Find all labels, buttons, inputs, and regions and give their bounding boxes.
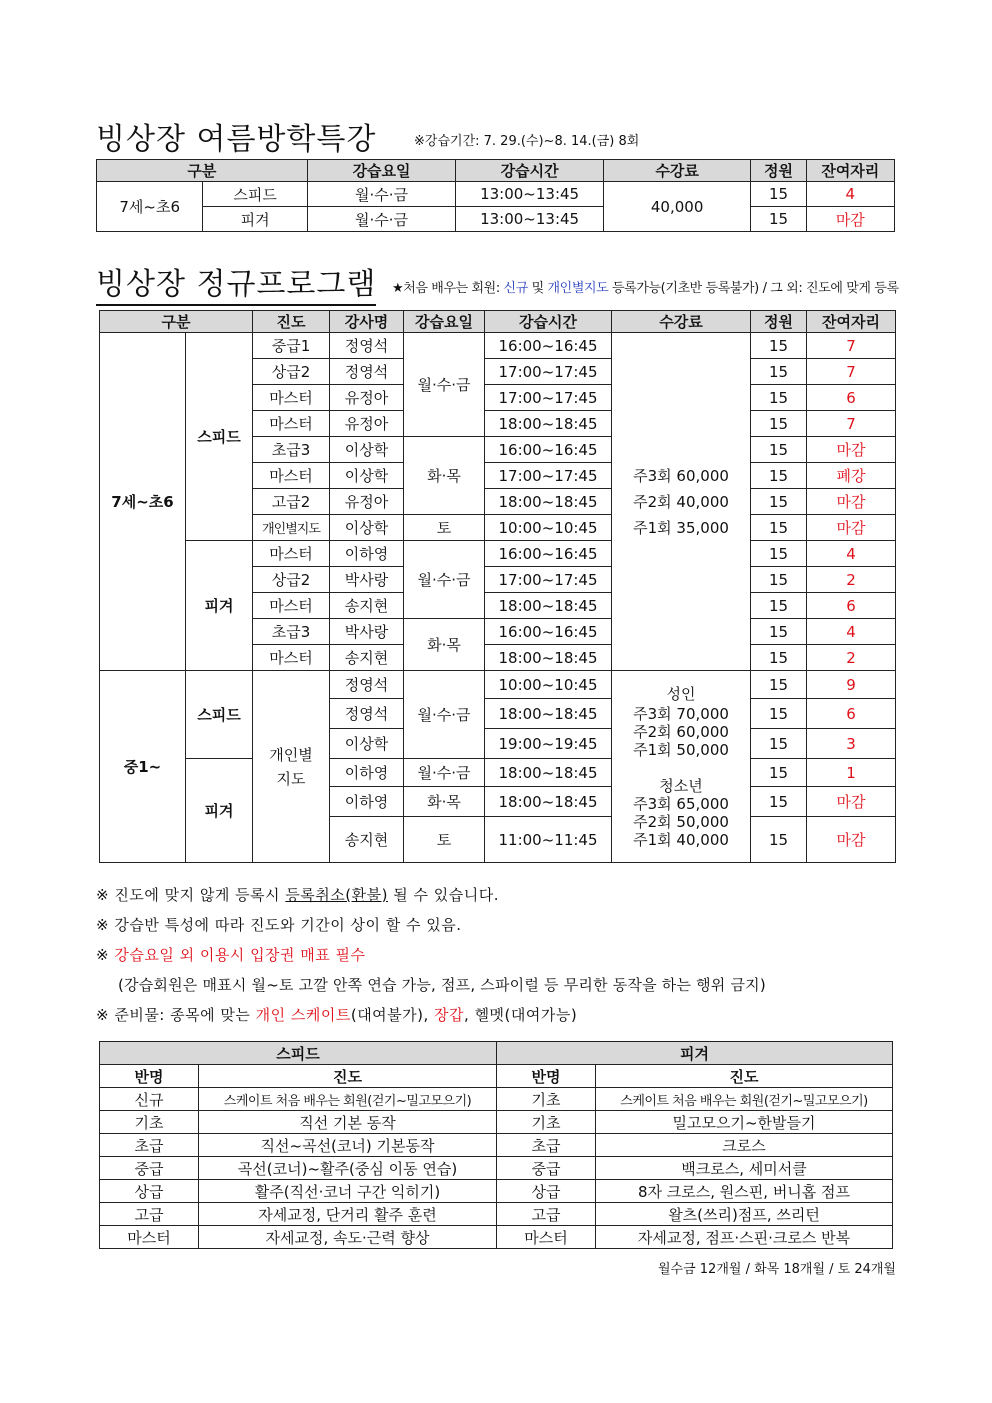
remaining-cell: 6 — [807, 593, 896, 619]
capacity-cell: 15 — [751, 593, 807, 619]
col-capacity: 정원 — [751, 311, 807, 333]
time-cell: 13:00~13:45 — [456, 182, 604, 207]
col-progress: 진도 — [199, 1065, 497, 1088]
days-cell: 월·수·금 — [404, 541, 485, 619]
table-row — [100, 1088, 893, 1111]
regular-note: ★처음 배우는 회원: 신규 및 개인별지도 등록가능(기초반 등록불가) / 그 외: 진도에 맞게 등록 — [392, 281, 899, 296]
col-capacity: 정원 — [751, 160, 806, 182]
fee-line: 주3회 70,000 — [633, 704, 729, 723]
instructor-cell: 송지현 — [330, 817, 404, 863]
time-cell: 11:00~11:45 — [485, 817, 612, 863]
level-cell: 상급2 — [253, 359, 330, 385]
summer-table — [96, 159, 895, 232]
level-cell: 고급2 — [253, 489, 330, 515]
remaining-cell: 6 — [807, 699, 896, 729]
col-fee: 수강료 — [603, 160, 751, 182]
remaining-cell: 마감 — [807, 787, 896, 817]
fee-line: 주2회 60,000 — [633, 722, 729, 741]
class-cell: 마스터 — [497, 1226, 596, 1249]
instructor-cell: 정영석 — [330, 699, 404, 729]
remaining-cell: 7 — [807, 359, 896, 385]
time-cell: 13:00~13:45 — [456, 207, 604, 232]
progress-cell: 자세교정, 단거리 활주 훈련 — [199, 1203, 497, 1226]
capacity-cell: 15 — [751, 567, 807, 593]
time-cell: 18:00~18:45 — [485, 759, 612, 787]
personal-line: 지도 — [276, 769, 306, 788]
table-row — [100, 1134, 893, 1157]
speed-header: 스피드 — [100, 1042, 497, 1065]
remaining-cell: 마감 — [806, 207, 894, 232]
instructor-cell: 박사랑 — [330, 619, 404, 645]
days-cell: 월·수·금 — [404, 671, 485, 759]
level-cell: 마스터 — [253, 593, 330, 619]
progress-cell: 자세교정, 속도·근력 향상 — [199, 1226, 497, 1249]
instructor-cell: 송지현 — [330, 645, 404, 671]
class-cell: 기초 — [100, 1111, 199, 1134]
capacity-cell: 15 — [751, 182, 806, 207]
days-cell: 토 — [404, 515, 485, 541]
fee-line: 주2회 40,000 — [633, 492, 729, 511]
table-row — [100, 1203, 893, 1226]
capacity-cell: 15 — [751, 759, 807, 787]
instructor-cell: 유정아 — [330, 411, 404, 437]
fee-cell — [612, 671, 751, 863]
class-cell: 상급 — [100, 1180, 199, 1203]
days-cell: 화·목 — [404, 619, 485, 671]
col-level: 진도 — [253, 311, 330, 333]
col-fee: 수강료 — [612, 311, 751, 333]
remaining-cell: 마감 — [807, 515, 896, 541]
note-2: ※ 강습반 특성에 따라 진도와 기간이 상이 할 수 있음. — [96, 916, 462, 934]
class-cell: 마스터 — [100, 1226, 199, 1249]
remaining-cell: 7 — [807, 411, 896, 437]
level-cell: 초급3 — [253, 619, 330, 645]
instructor-cell: 이상학 — [330, 729, 404, 759]
col-time: 강습시간 — [456, 160, 604, 182]
table-row — [97, 207, 895, 232]
instructor-cell: 정영석 — [330, 671, 404, 699]
remaining-cell: 4 — [806, 182, 894, 207]
instructor-cell: 이하영 — [330, 759, 404, 787]
progress-cell: 밀고모으기~한발들기 — [596, 1111, 893, 1134]
personal-line: 개인별 — [269, 745, 313, 764]
table-row — [100, 1226, 893, 1249]
level-cell: 초급3 — [253, 437, 330, 463]
progress-cell: 곡선(코너)~활주(중심 이동 연습) — [199, 1157, 497, 1180]
instructor-cell: 정영석 — [330, 359, 404, 385]
fee-line: 주2회 50,000 — [633, 812, 729, 831]
level-cell: 마스터 — [253, 645, 330, 671]
time-cell: 18:00~18:45 — [485, 699, 612, 729]
level-cell: 상급2 — [253, 567, 330, 593]
capacity-cell: 15 — [751, 207, 806, 232]
summer-title: 빙상장 여름방학특강 — [96, 114, 376, 158]
instructor-cell: 유정아 — [330, 489, 404, 515]
remaining-cell: 마감 — [807, 817, 896, 863]
duration-footer: 월수금 12개월 / 화목 18개월 / 토 24개월 — [657, 1262, 896, 1277]
col-class: 반명 — [100, 1065, 199, 1088]
days-cell: 화·목 — [404, 437, 485, 515]
time-cell: 18:00~18:45 — [485, 489, 612, 515]
table-row — [100, 1157, 893, 1180]
figure-header: 피겨 — [497, 1042, 893, 1065]
level-cell: 마스터 — [253, 541, 330, 567]
category-cell: 피겨 — [203, 207, 307, 232]
capacity-cell: 15 — [751, 645, 807, 671]
days-cell: 월·수·금 — [307, 207, 456, 232]
fee-line: 주3회 60,000 — [633, 466, 729, 485]
col-class: 반명 — [497, 1065, 596, 1088]
level-cell: 마스터 — [253, 463, 330, 489]
fee-line: 주1회 50,000 — [633, 740, 729, 759]
level-cell: 개인별지도 — [253, 515, 330, 541]
capacity-cell: 15 — [751, 333, 807, 359]
progress-cell: 백크로스, 세미서클 — [596, 1157, 893, 1180]
remaining-cell: 마감 — [807, 437, 896, 463]
time-cell: 18:00~18:45 — [485, 593, 612, 619]
time-cell: 17:00~17:45 — [485, 567, 612, 593]
col-category: 구분 — [100, 311, 253, 333]
time-cell: 16:00~16:45 — [485, 541, 612, 567]
note-3: ※ 강습요일 외 이용시 입장권 매표 필수 — [96, 946, 366, 964]
progress-cell: 스케이트 처음 배우는 회원(걷기~밀고모으기) — [199, 1088, 497, 1111]
instructor-cell: 이상학 — [330, 437, 404, 463]
capacity-cell: 15 — [751, 671, 807, 699]
col-days: 강습요일 — [404, 311, 485, 333]
fee-line: 성인 — [666, 684, 696, 703]
col-instructor: 강사명 — [330, 311, 404, 333]
capacity-cell: 15 — [751, 787, 807, 817]
progress-cell: 활주(직선·코너 구간 익히기) — [199, 1180, 497, 1203]
capacity-cell: 15 — [751, 699, 807, 729]
capacity-cell: 15 — [751, 463, 807, 489]
instructor-cell: 정영석 — [330, 333, 404, 359]
class-cell: 중급 — [497, 1157, 596, 1180]
time-cell: 10:00~10:45 — [485, 515, 612, 541]
remaining-cell: 2 — [807, 645, 896, 671]
fee-cell: 40,000 — [603, 182, 751, 232]
col-days: 강습요일 — [307, 160, 456, 182]
progress-cell: 자세교정, 점프·스핀·크로스 반복 — [596, 1226, 893, 1249]
regular-title: 빙상장 정규프로그램 — [96, 259, 376, 303]
instructor-cell: 박사랑 — [330, 567, 404, 593]
days-cell: 월·수·금 — [404, 333, 485, 437]
progress-cell: 크로스 — [596, 1134, 893, 1157]
group-label: 7세~초6 — [100, 333, 186, 671]
remaining-cell: 7 — [807, 333, 896, 359]
time-cell: 17:00~17:45 — [485, 463, 612, 489]
capacity-cell: 15 — [751, 489, 807, 515]
instructor-cell: 이상학 — [330, 463, 404, 489]
time-cell: 18:00~18:45 — [485, 645, 612, 671]
col-remaining: 잔여자리 — [806, 160, 894, 182]
fee-line: 주3회 65,000 — [633, 794, 729, 813]
time-cell: 18:00~18:45 — [485, 787, 612, 817]
remaining-cell: 4 — [807, 619, 896, 645]
remaining-cell: 4 — [807, 541, 896, 567]
regular-table — [99, 310, 896, 863]
class-cell: 고급 — [100, 1203, 199, 1226]
table-row — [100, 541, 896, 567]
days-cell: 월·수·금 — [307, 182, 456, 207]
instructor-cell: 송지현 — [330, 593, 404, 619]
remaining-cell: 마감 — [807, 489, 896, 515]
capacity-cell: 15 — [751, 437, 807, 463]
instructor-cell: 이하영 — [330, 787, 404, 817]
capacity-cell: 15 — [751, 515, 807, 541]
col-category: 구분 — [97, 160, 308, 182]
time-cell: 16:00~16:45 — [485, 333, 612, 359]
time-cell: 16:00~16:45 — [485, 437, 612, 463]
col-remaining: 잔여자리 — [807, 311, 896, 333]
fee-line: 청소년 — [659, 776, 703, 795]
progress-cell: 왈츠(쓰리)점프, 쓰리턴 — [596, 1203, 893, 1226]
class-cell: 기초 — [497, 1088, 596, 1111]
capacity-cell: 15 — [751, 359, 807, 385]
table-row — [97, 182, 895, 207]
capacity-cell: 15 — [751, 411, 807, 437]
summer-period: ※강습기간: 7. 29.(수)~8. 14.(금) 8회 — [414, 134, 640, 149]
class-cell: 고급 — [497, 1203, 596, 1226]
class-cell: 초급 — [100, 1134, 199, 1157]
progress-cell: 스케이트 처음 배우는 회원(걷기~밀고모으기) — [596, 1088, 893, 1111]
days-cell: 월·수·금 — [404, 759, 485, 787]
class-cell: 초급 — [497, 1134, 596, 1157]
progress-cell: 직선~곡선(코너) 기본동작 — [199, 1134, 497, 1157]
note-1: ※ 진도에 맞지 않게 등록시 등록취소(환불) 될 수 있습니다. — [96, 886, 499, 904]
note-4: (강습회원은 매표시 월~토 고깔 안쪽 연습 가능, 점프, 스파이럴 등 무리한 동작을 하는 행위 금지) — [118, 976, 766, 994]
remaining-cell: 2 — [807, 567, 896, 593]
group-label: 7세~초6 — [97, 182, 203, 232]
class-cell: 신규 — [100, 1088, 199, 1111]
class-cell: 중급 — [100, 1157, 199, 1180]
fee-cell — [612, 333, 751, 671]
personal-label — [253, 671, 330, 863]
speed-label: 스피드 — [186, 333, 253, 541]
capacity-cell: 15 — [751, 817, 807, 863]
level-cell: 마스터 — [253, 411, 330, 437]
col-progress: 진도 — [596, 1065, 893, 1088]
time-cell: 16:00~16:45 — [485, 619, 612, 645]
category-cell: 스피드 — [203, 182, 307, 207]
capacity-cell: 15 — [751, 619, 807, 645]
days-cell: 화·목 — [404, 787, 485, 817]
table-row — [100, 1180, 893, 1203]
level-cell: 중급1 — [253, 333, 330, 359]
instructor-cell: 유정아 — [330, 385, 404, 411]
remaining-cell: 3 — [807, 729, 896, 759]
progress-cell: 직선 기본 동작 — [199, 1111, 497, 1134]
instructor-cell: 이상학 — [330, 515, 404, 541]
remaining-cell: 1 — [807, 759, 896, 787]
table-row — [100, 671, 896, 699]
speed-label: 스피드 — [186, 671, 253, 759]
level-cell: 마스터 — [253, 385, 330, 411]
time-cell: 19:00~19:45 — [485, 729, 612, 759]
instructor-cell: 이하영 — [330, 541, 404, 567]
time-cell: 17:00~17:45 — [485, 359, 612, 385]
time-cell: 18:00~18:45 — [485, 411, 612, 437]
days-cell: 토 — [404, 817, 485, 863]
capacity-cell: 15 — [751, 541, 807, 567]
class-cell: 기초 — [497, 1111, 596, 1134]
figure-label: 피겨 — [186, 541, 253, 671]
remaining-cell: 6 — [807, 385, 896, 411]
capacity-cell: 15 — [751, 729, 807, 759]
group-label: 중1~ — [100, 671, 186, 863]
capacity-cell: 15 — [751, 385, 807, 411]
time-cell: 10:00~10:45 — [485, 671, 612, 699]
levels-table — [99, 1041, 893, 1249]
progress-cell: 8자 크로스, 원스핀, 버니홉 점프 — [596, 1180, 893, 1203]
note-5: ※ 준비물: 종목에 맞는 개인 스케이트(대여불가), 장갑, 헬멧(대여가능) — [96, 1006, 578, 1024]
class-cell: 상급 — [497, 1180, 596, 1203]
figure-label: 피겨 — [186, 759, 253, 863]
table-row — [100, 333, 896, 359]
time-cell: 17:00~17:45 — [485, 385, 612, 411]
remaining-cell: 9 — [807, 671, 896, 699]
remaining-cell: 폐강 — [807, 463, 896, 489]
table-row — [100, 1111, 893, 1134]
fee-line: 주1회 35,000 — [633, 518, 729, 537]
fee-line: 주1회 40,000 — [633, 830, 729, 849]
table-row — [100, 759, 896, 787]
col-time: 강습시간 — [485, 311, 612, 333]
